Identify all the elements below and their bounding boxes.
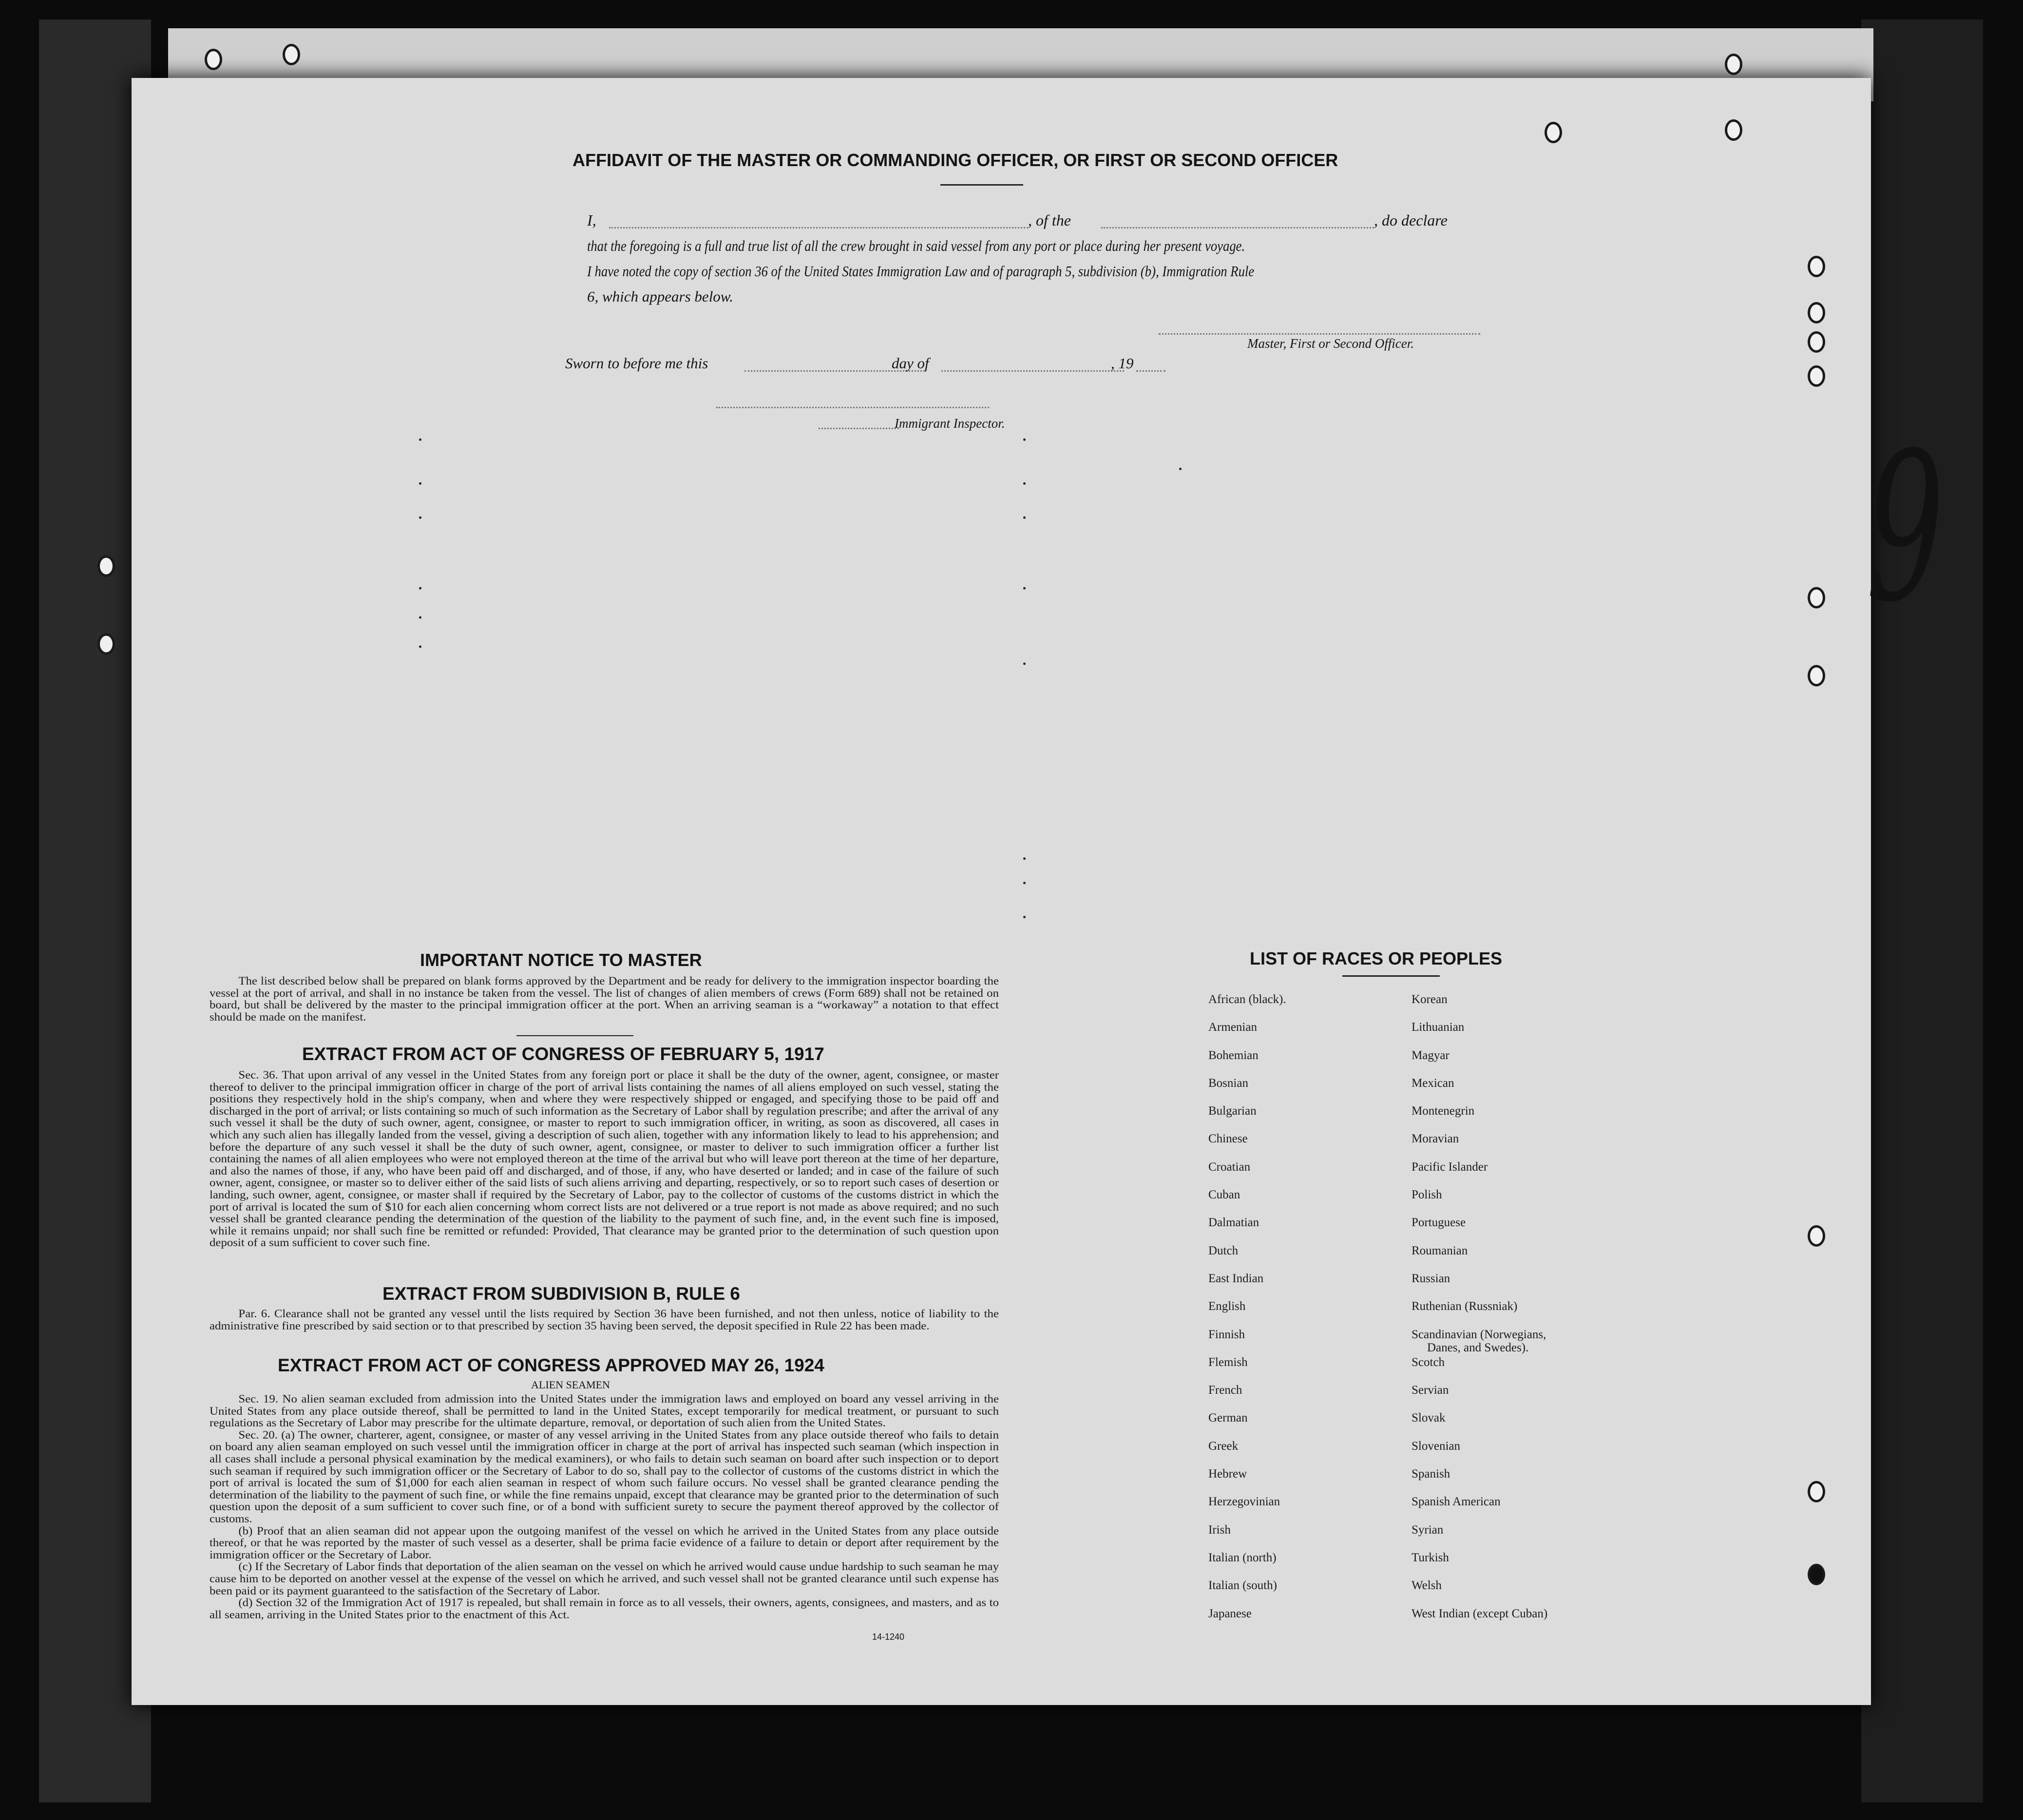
race-item: East Indian [1208, 1271, 1264, 1285]
race-item: African (black). [1208, 993, 1286, 1006]
race-item: Finnish [1208, 1327, 1245, 1341]
extract-1924-heading: EXTRACT FROM ACT OF CONGRESS APPROVED MAY 26, 1924 [278, 1355, 824, 1375]
race-item: Hebrew [1208, 1467, 1247, 1481]
race-item: Mexican [1412, 1076, 1454, 1090]
affidavit-line1-of-the: , of the [1028, 211, 1071, 229]
stray-mark [1179, 468, 1182, 470]
affidavit-heading: AFFIDAVIT OF THE MASTER OR COMMANDING OFFICER, OR FIRST OR SECOND OFFICER [573, 150, 1338, 170]
races-heading-rule [1342, 975, 1440, 977]
sworn-month-field[interactable] [941, 370, 1124, 372]
inspector-signature-field-1[interactable] [716, 407, 989, 408]
affidavit-heading-rule [940, 184, 1023, 186]
race-item: Syrian [1412, 1523, 1444, 1536]
race-item: Russian [1412, 1271, 1450, 1285]
race-item: Dutch [1208, 1244, 1239, 1257]
stray-mark [1023, 916, 1026, 918]
sworn-label: Sworn to before me this [565, 355, 708, 372]
race-item: Flemish [1208, 1355, 1248, 1369]
affidavit-line3: I have noted the copy of section 36 of the United States Immigration Law and of paragraph 5, subdivision (b), Immigration Rule [587, 263, 1255, 280]
punch-hole [1808, 1481, 1825, 1502]
punch-hole [1808, 665, 1825, 686]
stray-mark [419, 616, 421, 619]
stray-mark [1023, 663, 1026, 665]
race-item: Polish [1412, 1188, 1442, 1202]
race-item: Armenian [1208, 1021, 1257, 1034]
officer-signature-field[interactable] [1159, 333, 1480, 335]
race-item: Greek [1208, 1439, 1239, 1453]
race-item: Portuguese [1412, 1216, 1466, 1230]
race-item: Bohemian [1208, 1048, 1259, 1062]
race-item: Pacific Islander [1412, 1160, 1488, 1174]
punch-hole [1545, 122, 1562, 143]
race-item: Korean [1412, 993, 1448, 1006]
race-item: Dalmatian [1208, 1216, 1260, 1230]
race-item: Montenegrin [1412, 1104, 1475, 1118]
stray-mark [419, 587, 421, 589]
race-item: Scotch [1412, 1355, 1445, 1369]
race-item: French [1208, 1384, 1242, 1397]
rule6-heading: EXTRACT FROM SUBDIVISION B, RULE 6 [382, 1284, 740, 1304]
extract-1924-body [210, 1393, 999, 1621]
notice-rule [516, 1035, 633, 1036]
races-left-column [1208, 993, 1286, 1635]
race-item: Italian (north) [1208, 1551, 1277, 1564]
punch-hole [97, 633, 115, 655]
sec20a-text: Sec. 20. (a) The owner, charterer, agent, consignee, or master of any vessel arriving in the United States from any place outside thereof who fails to detain on board any alien seaman employed on such vessel until the immigration officer in charge at the port of arrival has inspected such seaman (which inspection in all cases shall include a personal physical examination by the medical examiners), or who fails to detain such seaman on board after such inspection or to deport such seaman if required by such immigration officer or the Secretary of Labor to do so, shall pay to the collector of customs of the customs district in which the port of arrival is located the sum of $1,000 for each alien seaman in respect of whom such failure occurs. No vessel shall be granted clearance pending the determination of the liability to the payment of such fine, or while the fine remains unpaid, except that clearance may be granted prior to the determination of such question upon the deposit of a sum sufficient to cover such fine, or of a bond with sufficient surety to secure the payment thereof approved by the collector of customs. [210, 1428, 999, 1525]
race-item: Croatian [1208, 1160, 1251, 1174]
race-item: Moravian [1412, 1132, 1459, 1146]
stray-mark [1023, 587, 1026, 589]
sworn-year-field[interactable] [1136, 370, 1165, 372]
stray-mark [419, 482, 421, 485]
race-item: Roumanian [1412, 1244, 1468, 1257]
year-label: , 19 [1111, 355, 1134, 372]
race-item: Herzegovinian [1208, 1495, 1280, 1509]
race-item: Magyar [1412, 1048, 1450, 1062]
sec20b-text: (b) Proof that an alien seaman did not appear upon the outgoing manifest of the vessel on which he arrived in the United States from any place outside thereof, or that he was reported by the master of such vessel as a deserter, shall be prima facie evidence of a failure to detain or deport after requirement by the immigration officer or the Secretary of Labor. [210, 1524, 999, 1561]
stray-mark [1023, 516, 1026, 519]
rule6-body [210, 1308, 999, 1332]
officer-label: Master, First or Second Officer. [1247, 336, 1414, 351]
extract-1917-body [210, 1069, 999, 1249]
punch-hole [1725, 54, 1742, 75]
race-item-scandinavian-cont: Danes, and Swedes). [1427, 1341, 1529, 1354]
punch-hole [205, 49, 222, 70]
stray-mark [419, 516, 421, 519]
affidavit-line2: that the foregoing is a full and true list of all the crew brought in said vessel from any port or place during her present voyage. [587, 237, 1245, 254]
race-item: Italian (south) [1208, 1579, 1277, 1592]
race-item: Lithuanian [1412, 1021, 1465, 1034]
stray-mark [1023, 882, 1026, 884]
handwritten-number: 9 [1866, 409, 1945, 647]
race-item: German [1208, 1411, 1248, 1425]
notice-body-text: The list described below shall be prepared on blank forms approved by the Department and be ready for delivery to the immigration inspector boarding the vessel at the port of arrival, and shall in no instance be taken from the vessel. The list of changes of alien members of crews (Form 689) shall not be retained on board, but shall be delivered by the master to the principal immigration officer at the port. When an arriving seaman is a “workaway” a notation to that effect should be made on the manifest. [210, 975, 999, 1023]
punch-hole [1808, 587, 1825, 608]
back-sheet-right [1861, 19, 1983, 1802]
affidavit-line1-declare: , do declare [1374, 211, 1448, 229]
race-item: Bulgarian [1208, 1104, 1257, 1118]
alien-seamen-subheading: ALIEN SEAMEN [531, 1379, 610, 1391]
race-item: Spanish American [1412, 1495, 1501, 1509]
race-item: Spanish [1412, 1467, 1450, 1481]
stray-mark [419, 438, 421, 441]
affidavit-vessel-field[interactable] [1101, 227, 1374, 228]
punch-hole [97, 555, 115, 577]
race-item: Turkish [1412, 1551, 1449, 1564]
race-item: Ruthenian (Russniak) [1412, 1300, 1518, 1313]
sec19-text: Sec. 19. No alien seaman excluded from admission into the United States under the immigration laws and employed on board any vessel arriving in the United States from any place outside thereof, shall be permitted to land in the United States, except temporarily for medical treatment, or pursuant to such regulations as the Secretary of Labor may prescribe for the ultimate departure, removal, or deportation of such alien from the United States. [210, 1393, 999, 1429]
race-item-scandinavian: Scandinavian (Norwegians, [1412, 1327, 1546, 1341]
stray-mark [1023, 482, 1026, 485]
punch-hole [283, 44, 300, 65]
sec20c-text: (c) If the Secretary of Labor finds that deportation of the alien seaman on the vessel on which he arrived would cause undue hardship to such seaman he may cause him to be deported on another vessel at the expense of the vessel on which he arrived, and such vessel shall not be granted clearance until such expense has been paid or its payment guaranteed to the satisfaction of the Secretary of Labor. [210, 1560, 999, 1597]
document-page [132, 78, 1945, 1705]
punch-hole [1808, 331, 1825, 353]
punch-hole [1808, 365, 1825, 387]
rule6-text: Par. 6. Clearance shall not be granted any vessel until the lists required by Section 36 have been furnished, and not then unless, notice of liability to the administrative fine prescribed by said section or to that prescribed by section 35 having been served, the deposit specified in Rule 22 has been made. [210, 1308, 999, 1332]
race-item [1412, 1328, 1547, 1356]
race-item: Slovenian [1412, 1439, 1460, 1453]
affidavit-name-field[interactable] [609, 227, 1028, 228]
inspector-signature-field-2[interactable] [819, 428, 899, 429]
inspector-label: Immigrant Inspector. [895, 416, 1005, 431]
punch-hole [1808, 1564, 1825, 1585]
stray-mark [1023, 438, 1026, 441]
race-item: Cuban [1208, 1188, 1241, 1202]
extract-1917-text: Sec. 36. That upon arrival of any vessel in the United States from any foreign port or place it shall be the duty of the owner, agent, consignee, or master thereof to deliver to the principal immigration officer in charge of the port of arrival lists containing the names of all aliens employed on such vessel, stating the positions they respectively hold in the ship's company, when and where they were respectively shipped or engaged, and specifying those to be paid off and discharged in the port of arrival; or lists containing so much of such information as the Secretary of Labor shall by regulation prescribe; and after the arrival of any such vessel it shall be the duty of such owner, agent, consignee, or master to report to such immigration officer, in writing, as soon as discovered, all cases in which any such alien has illegally landed from the vessel, giving a description of such alien, together with any information likely to lead to his apprehension; and before the departure of any such vessel it shall be the duty of such owner, agent, consignee, or master to deliver to such immigration officer a further list containing the names of all alien employees who were not employed thereon at the time of the arrival but who will leave port thereon at the time of her departure, and also the names of those, if any, who have been paid off and discharged, and of those, if any, who have deserted or landed; and in case of the failure of such owner, agent, consignee, or master so to deliver either of the said lists of such aliens arriving and departing, respectively, or so to report such cases of desertion or landing, such owner, agent, consignee, or master shall if required by the Secretary of Labor, pay to the collector of customs of the customs district in which the port of arrival is located the sum of $10 for each alien concerning whom correct lists are not delivered or a true report is not made as above required; and no such vessel shall be granted clearance pending the determination of the question of the liability to the payment of such fine, and, in the event such fine is imposed, while it remains unpaid; nor shall such fine be remitted or refunded: Provided, That clearance may be granted prior to the determination of such question upon deposit of a sum sufficient to cover such fine. [210, 1069, 999, 1249]
sec20d-text: (d) Section 32 of the Immigration Act of 1917 is repealed, but shall remain in force as to all vessels, their owners, agents, consignees, and masters, and as to all seamen, arriving in the United States prior to the enactment of this Act. [210, 1596, 999, 1621]
races-heading: LIST OF RACES OR PEOPLES [1250, 948, 1503, 968]
races-right-column [1412, 993, 1547, 1635]
race-item: Japanese [1208, 1607, 1252, 1620]
day-of-label: day of [892, 355, 929, 372]
race-item: Slovak [1412, 1411, 1446, 1425]
form-number: 14-1240 [872, 1632, 905, 1642]
race-item: Bosnian [1208, 1076, 1248, 1090]
extract-1917-heading: EXTRACT FROM ACT OF CONGRESS OF FEBRUARY 5, 1917 [302, 1044, 824, 1064]
notice-body [210, 975, 999, 1023]
affidavit-line4: 6, which appears below. [587, 288, 733, 305]
race-item: Welsh [1412, 1579, 1442, 1592]
affidavit-line1-i: I, [587, 211, 596, 229]
punch-hole [1808, 256, 1825, 277]
notice-heading: IMPORTANT NOTICE TO MASTER [420, 950, 702, 970]
race-item: Irish [1208, 1523, 1231, 1536]
race-item: West Indian (except Cuban) [1412, 1607, 1548, 1620]
race-item: Servian [1412, 1384, 1449, 1397]
punch-hole [1808, 302, 1825, 323]
stray-mark [419, 645, 421, 648]
stray-mark [1023, 857, 1026, 860]
race-item: Chinese [1208, 1132, 1248, 1146]
punch-hole [1808, 1225, 1825, 1247]
race-item: English [1208, 1300, 1246, 1313]
punch-hole [1725, 119, 1742, 141]
